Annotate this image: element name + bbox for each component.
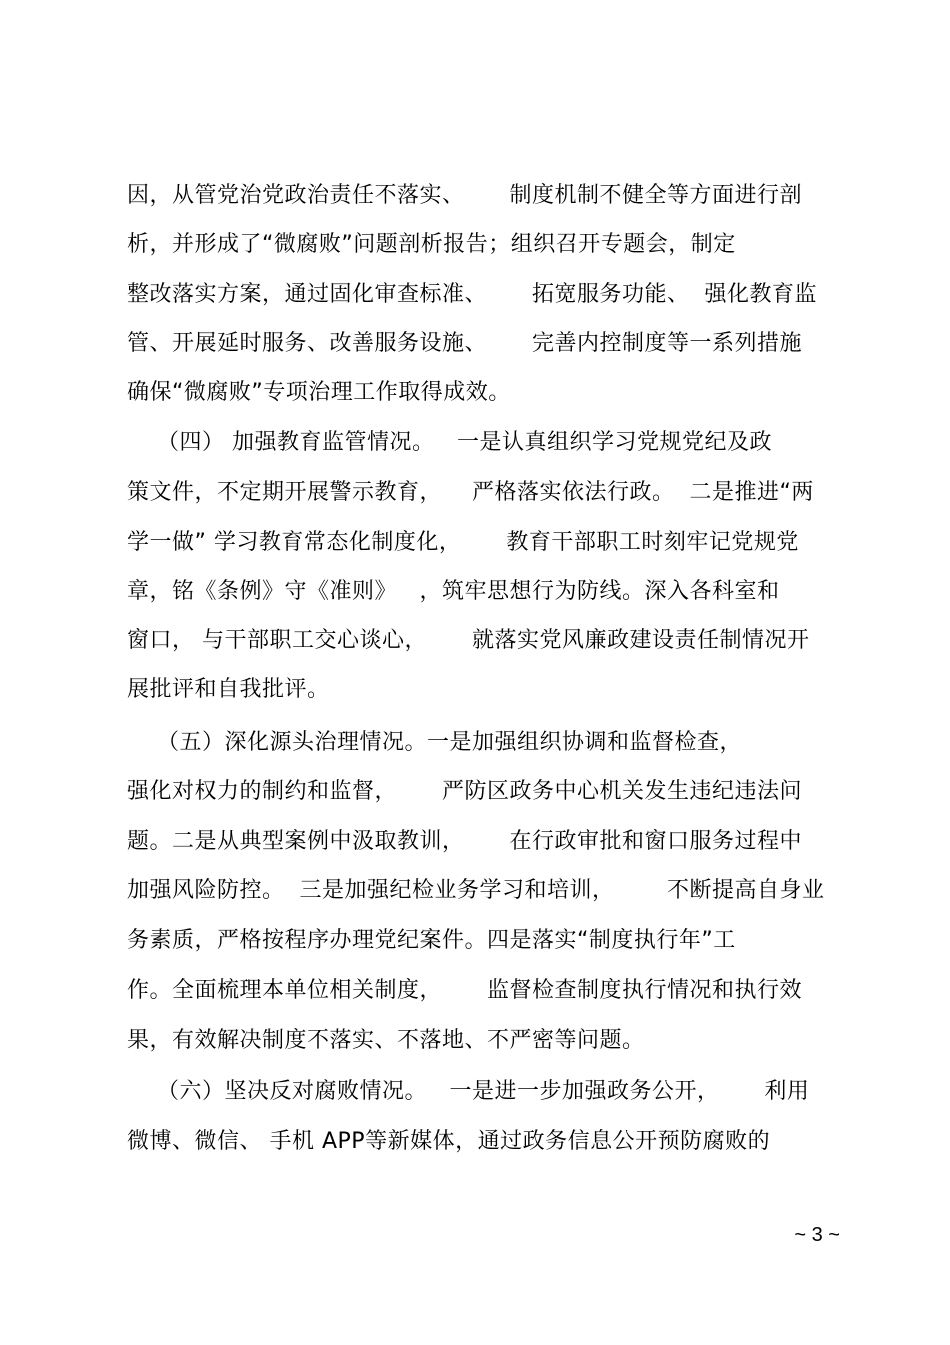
text-line: 确保“微腐败”专项治理工作取得成效。: [127, 380, 511, 405]
text-line: 整改落实方案，通过固化审查标准、 拓宽服务功能、 强化教育监: [127, 282, 817, 307]
text-line: 管、开展延时服务、改善服务设施、 完善内控制度等一系列措施: [127, 331, 802, 356]
text-line: 学一做” 学习教育常态化制度化， 教育干部职工时刻牢记党规党: [127, 530, 799, 555]
text-line: 策文件，不定期开展警示教育， 严格落实依法行政。 二是推进“两: [127, 480, 814, 505]
text-line: 因，从管党治党政治责任不落实、 制度机制不健全等方面进行剖: [127, 183, 802, 208]
text-line: 题。二是从典型案例中汲取教训， 在行政审批和窗口服务过程中: [127, 829, 802, 854]
text-line: 作。全面梳理本单位相关制度， 监督检查制度执行情况和执行效: [127, 978, 802, 1003]
text-line: 强化对权力的制约和监督， 严防区政务中心机关发生违纪违法问: [127, 779, 802, 804]
text-line: 果，有效解决制度不落实、不落地、不严密等问题。: [127, 1028, 645, 1053]
text-line: 窗口， 与干部职工交心谈心， 就落实党风廉政建设责任制情况开: [127, 628, 810, 653]
text-line: 加强风险防控。 三是加强纪检业务学习和培训， 不断提高自身业: [127, 878, 825, 903]
text-line: （五）深化源头治理情况。一是加强组织协调和监督检查，: [127, 730, 742, 755]
text-line: 章，铭《条例》守《准则》 ，筑牢思想行为防线。深入各科室和: [127, 579, 780, 604]
text-line: 务素质，严格按程序办理党纪案件。四是落实“制度执行年”工: [127, 928, 736, 953]
text-line: 展批评和自我批评。: [127, 677, 330, 702]
text-line: 析，并形成了“微腐败”问题剖析报告；组织召开专题会，制定: [127, 232, 736, 257]
text-line: （六）坚决反对腐败情况。 一是进一步加强政务公开， 利用: [127, 1079, 810, 1104]
text-line: （四） 加强教育监管情况。 一是认真组织学习党规党纪及政: [127, 430, 772, 455]
page-number: ~ 3 ~: [794, 1224, 840, 1246]
text-line: 微博、微信、 手机 APP等新媒体，通过政务信息公开预防腐败的: [127, 1129, 771, 1154]
